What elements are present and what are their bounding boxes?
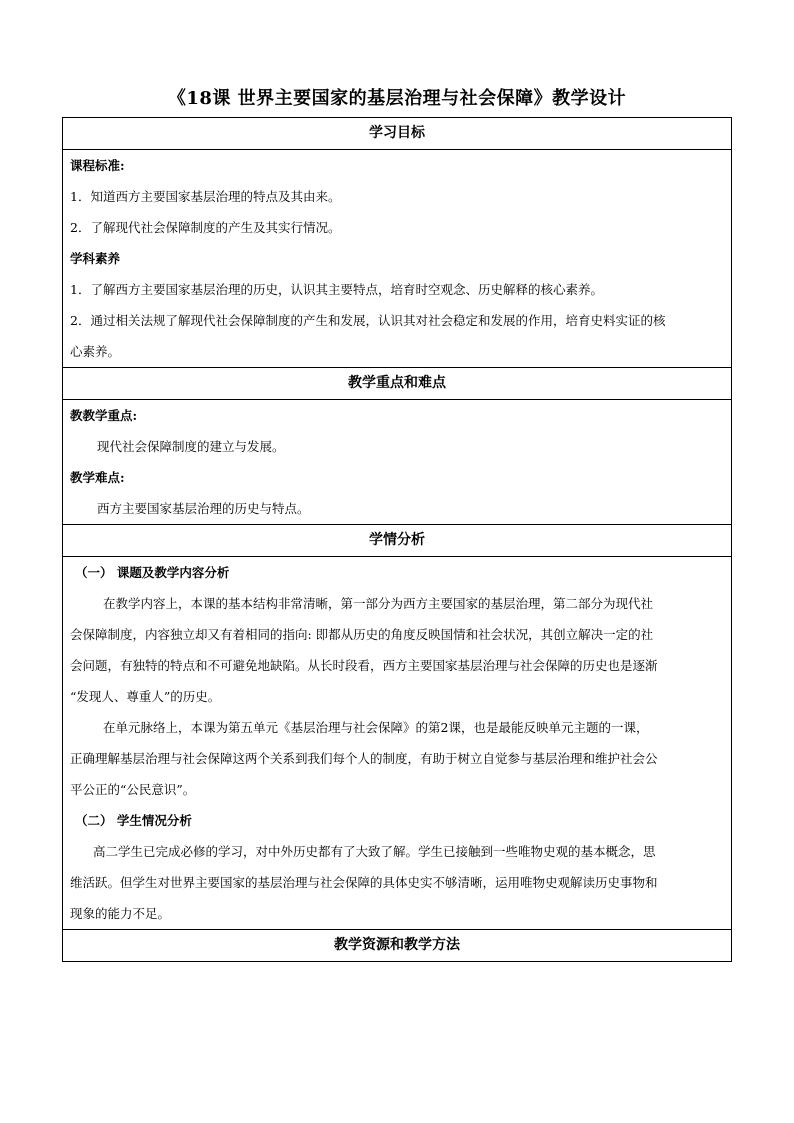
key-point-label: 教教学重点: (70, 408, 138, 423)
difficult-point-label: 教学难点: (70, 470, 125, 485)
section-header-row (63, 118, 732, 150)
curriculum-standard-label: 课程标准: (70, 158, 125, 173)
difficult-point-text: 西方主要国家基层治理的历史与特点。 (97, 501, 310, 516)
student-analysis-subheading: （二） 学生情况分析 (75, 813, 192, 828)
lesson-plan-table (62, 117, 732, 962)
learner-analysis-row (63, 557, 732, 930)
student-analysis-line-1: 高二学生已完成必修的学习，对中外历史都有了大致了解。学生已接触到一些唯物史观的基本概念，思 (93, 844, 656, 859)
section-header-row (63, 368, 732, 400)
student-analysis-line-3: 现象的能力不足。 (70, 906, 171, 921)
resources-methods-heading: 教学资源和教学方法 (63, 930, 732, 962)
curriculum-standard-1: 1．知道西方主要国家基层治理的特点及其由来。 (70, 189, 341, 204)
subject-literacy-2-line-1: 2．通过相关法规了解现代社会保障制度的产生和发展，认识其对社会稳定和发展的作用，培育史料实证的核 (70, 313, 666, 328)
key-difficult-points-row (63, 400, 732, 525)
content-analysis-p1-line-1: 在教学内容上，本课的基本结构非常清晰，第一部分为西方主要国家的基层治理，第二部分为现代社 (103, 596, 654, 611)
learner-analysis-cell (63, 557, 732, 930)
subject-literacy-2-line-2: 心素养。 (70, 344, 121, 359)
student-analysis-line-2: 维活跃。但学生对世界主要国家的基层治理与社会保障的具体史实不够清晰，运用唯物史观解读历史事物和 (70, 875, 658, 890)
content-analysis-p1-line-4: “发现人、尊重人”的历史。 (70, 689, 221, 704)
subject-literacy-label: 学科素养 (70, 251, 121, 266)
learning-objectives-heading: 学习目标 (63, 118, 732, 150)
key-difficult-points-cell (63, 400, 732, 525)
content-analysis-p1-line-2: 会保障制度，内容独立却又有着相同的指向: 即都从历史的角度反映国情和社会状况，其创立解决一定的社 (70, 627, 654, 642)
content-analysis-subheading: （一） 课题及教学内容分析 (75, 565, 230, 580)
content-analysis-p2-line-3: 平公正的“公民意识”。 (70, 782, 196, 797)
key-difficult-points-heading: 教学重点和难点 (63, 368, 732, 400)
key-point-text: 现代社会保障制度的建立与发展。 (97, 439, 285, 454)
curriculum-standard-2: 2．了解现代社会保障制度的产生及其实行情况。 (70, 220, 341, 235)
content-analysis-p2-line-1: 在单元脉络上，本课为第五单元《基层治理与社会保障》的第2课，也是最能反映单元主题的一课， (103, 720, 649, 735)
subject-literacy-1: 1．了解西方主要国家基层治理的历史，认识其主要特点，培育时空观念、历史解释的核心素养。 (70, 282, 603, 297)
content-analysis-p1-line-3: 会问题，有独特的特点和不可避免地缺陷。从长时段看，西方主要国家基层治理与社会保障的历史也是逐渐 (70, 658, 658, 673)
section-header-row (63, 525, 732, 557)
document-title: 《18课 世界主要国家的基层治理与社会保障》教学设计 (167, 88, 627, 109)
content-analysis-p2-line-2: 正确理解基层治理与社会保障这两个关系到我们每个人的制度，有助于树立自觉参与基层治理和维护社会公 (70, 751, 658, 766)
learning-objectives-row (63, 150, 732, 368)
learner-analysis-heading: 学情分析 (63, 525, 732, 557)
section-header-row (63, 930, 732, 962)
learning-objectives-cell (63, 150, 732, 368)
